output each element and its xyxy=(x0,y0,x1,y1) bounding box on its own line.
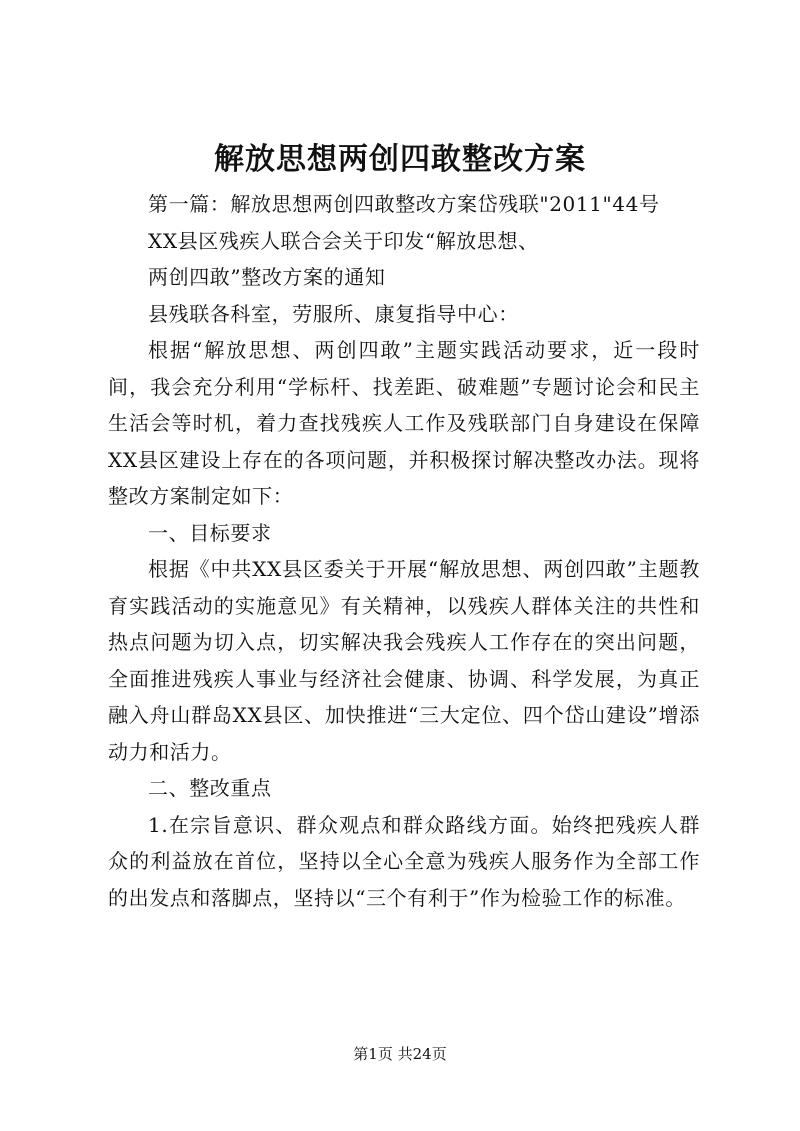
section-heading-goals: 一、目标要求 xyxy=(148,520,272,545)
paragraph-notice-heading-2: 两创四敢”整改方案的通知 xyxy=(148,265,386,289)
paragraph-background: 根据“解放思想、两创四敢”主题实践活动要求，近一段时间，我会充分利用“学标杆、找差距、破难题”专题讨论会和民主生活会等时机，着力查找残疾人工作及残联部门自身建设在保障XX县区建设上存在的各项问题，并积极探讨解决整改办法。现将整改方案制定如下： xyxy=(108,338,700,508)
document-title: 解放思想两创四敢整改方案 xyxy=(214,142,586,177)
paragraph-focus-1: 1.在宗旨意识、群众观点和群众路线方面。始终把残疾人群众的利益放在首位，坚持以全心全意为残疾人服务作为全部工作的出发点和落脚点，坚持以“三个有利于”作为检验工作的标准。 xyxy=(108,812,700,910)
page-number-footer: 第1页 共24页 xyxy=(353,1045,447,1063)
paragraph-salutation: 县残联各科室，劳服所、康复指导中心： xyxy=(148,301,519,326)
document-body xyxy=(108,186,700,916)
paragraph-notice-heading-1: XX县区残疾人联合会关于印发“解放思想、 xyxy=(148,228,539,253)
paragraph-intro: 第一篇：解放思想两创四敢整改方案岱残联"2011"44号 xyxy=(148,192,660,216)
section-heading-focus: 二、整改重点 xyxy=(148,776,272,800)
paragraph-goals: 根据《中共XX县区委关于开展“解放思想、两创四敢”主题教育实践活动的实施意见》有关精神，以残疾人群体关注的共性和热点问题为切入点，切实解决我会残疾人工作存在的突出问题，全面推进残疾人事业与经济社会健康、协调、科学发展，为真正融入舟山群岛XX县区、加快推进“三大定位、四个岱山建设”增添动力和活力。 xyxy=(108,557,700,764)
